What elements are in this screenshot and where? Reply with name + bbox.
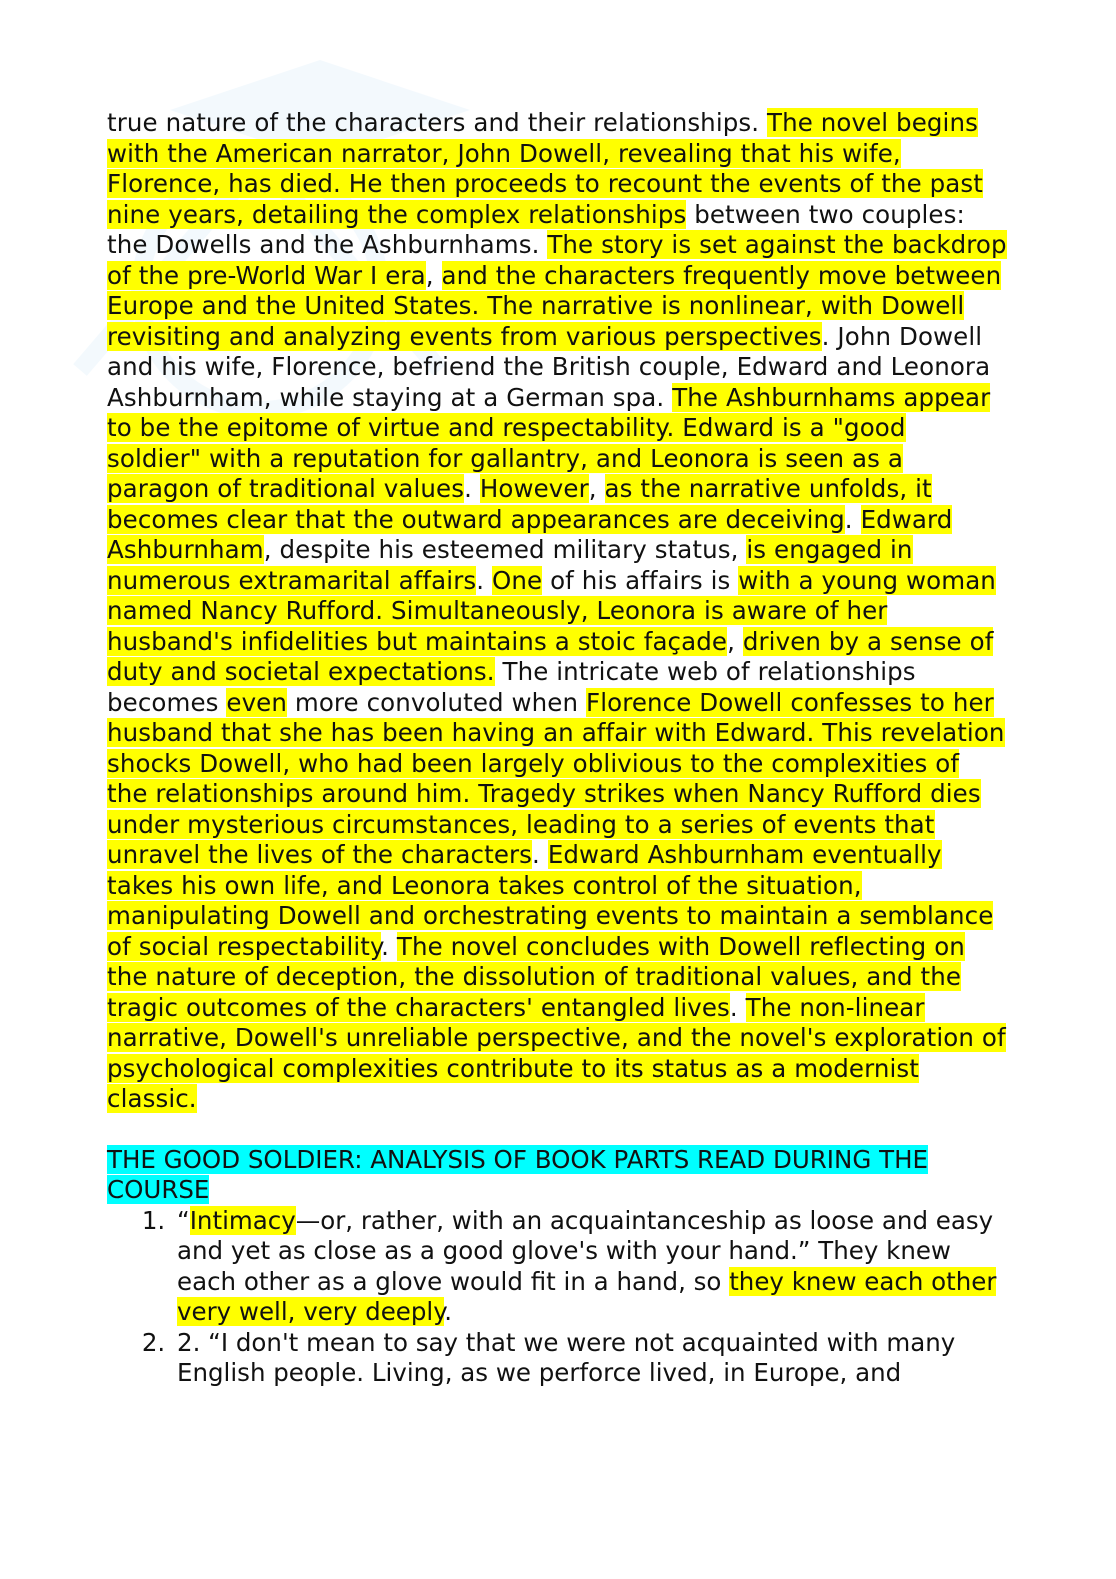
paragraph-text-run: . <box>476 565 493 595</box>
paragraph-highlighted-run: is engaged in numerous extramarital affairs <box>107 535 913 595</box>
analysis-list-item <box>173 1328 1007 1389</box>
document-page <box>107 108 1007 1389</box>
paragraph-highlighted-run: One <box>492 565 543 595</box>
paragraph-highlighted-run: driven by a sense of duty and societal expectations. <box>107 626 994 686</box>
paragraph-text-run: , <box>727 626 743 656</box>
paragraph-text-run: of his affairs is <box>542 565 739 595</box>
paragraph-text-run: more convoluted when <box>286 687 586 717</box>
paragraph-text-run: , <box>425 260 442 290</box>
paragraph-highlighted-run: Simultaneously, Leonora is aware of her husband's infidelities but maintains a stoic façade <box>107 596 888 656</box>
paragraph-highlighted-run: The novel concludes with Dowell reflecting on the nature of deception, the dissolution of traditional values, and the tragic outcomes of the characters' entangled lives <box>107 931 965 1022</box>
paragraph-highlighted-run: even <box>226 687 287 717</box>
section-heading-text: THE GOOD SOLDIER: ANALYSIS OF BOOK PARTS READ DURING THE COURSE <box>107 1144 928 1204</box>
plot-summary-paragraph <box>107 108 1007 1115</box>
list-item-text-run: . <box>444 1297 453 1326</box>
paragraph-highlighted-run: Edward Ashburnham <box>107 504 953 564</box>
list-item-text-run: 2. “I don't mean to say that we were not acquainted with many English people. Living, as we perforce lived, in Europe, and <box>177 1327 956 1387</box>
paragraph-highlighted-run: The Ashburnhams appear to be the epitome of virtue and respectability. Edward is a "good soldier" with a reputation for gallantry, and Leonora is seen as a paragon of traditional values <box>107 382 991 503</box>
paragraph-highlighted-run: The story is set against the backdrop of the pre-World War I era <box>107 230 1007 290</box>
section-heading <box>107 1145 1007 1206</box>
paragraph-text-run: true nature of the characters and their relationships. <box>107 108 768 137</box>
paragraph-text-run: , despite his esteemed military status, <box>263 535 747 564</box>
analysis-list <box>107 1206 1007 1389</box>
list-item-highlighted-run: they knew each other very well, very deeply <box>177 1266 997 1326</box>
paragraph-highlighted-run: However <box>479 474 589 503</box>
paragraph-text-run: . <box>464 474 480 503</box>
list-item-highlighted-run: Intimacy <box>189 1205 296 1235</box>
paragraph-highlighted-run: Edward Ashburnham eventually takes his own life, and Leonora takes control of the situation, manipulating Dowell and orchestrating events to maintain a semblance of social respectability <box>107 840 994 961</box>
paragraph-highlighted-run: Florence Dowell confesses to her husband that she has been having an affair with Edward. This revelation shocks Dowell, who had been largely oblivious to the complexities of the relationships around him. Tragedy strikes when Nancy Rufford dies under mysterious circumstances, leading to a series of events that unravel the lives of the characters <box>107 687 1005 869</box>
paragraph-text-run: . <box>729 992 746 1022</box>
paragraph-text-run: The intricate web of relationships becomes <box>107 657 916 717</box>
paragraph-text-run: , <box>588 474 605 503</box>
paragraph-highlighted-run: and the characters frequently move between Europe and the United States. The narrative is nonlinear, with Dowell revisiting and analyzing events from various perspectives <box>107 260 1002 351</box>
paragraph-text-run: between two couples: the Dowells and the Ashburnhams. <box>107 199 965 259</box>
paragraph-text-run: . <box>844 504 861 534</box>
analysis-list-item <box>173 1206 1007 1328</box>
paragraph-highlighted-run: The non-linear narrative, Dowell's unreliable perspective, and the novel's exploration of psychological complexities contribute to its status as a modernist classic. <box>107 992 1006 1113</box>
paragraph-text-run: . <box>381 931 397 961</box>
list-item-text-run: —or, rather, with an acquaintanceship as loose and easy and yet as close as a good glove's with your hand.” They knew each other as a glove would fit in a hand, so <box>177 1205 994 1296</box>
list-item-text-run: “ <box>177 1205 190 1235</box>
paragraph-highlighted-run: The novel begins with the American narrator, John Dowell, revealing that his wife, Florence, has died. He then proceeds to recount the events of the past nine years, detailing the complex relationships <box>107 108 983 229</box>
paragraph-text-run: . <box>532 840 548 869</box>
paragraph-highlighted-run: with a young woman named Nancy Rufford. <box>107 565 996 625</box>
paragraph-highlighted-run: as the narrative unfolds, it becomes clear that the outward appearances are deceiving <box>107 474 932 534</box>
paragraph-text-run: . John Dowell and his wife, Florence, befriend the British couple, Edward and Leonora Ashburnham, while staying at a German spa. <box>107 321 991 412</box>
